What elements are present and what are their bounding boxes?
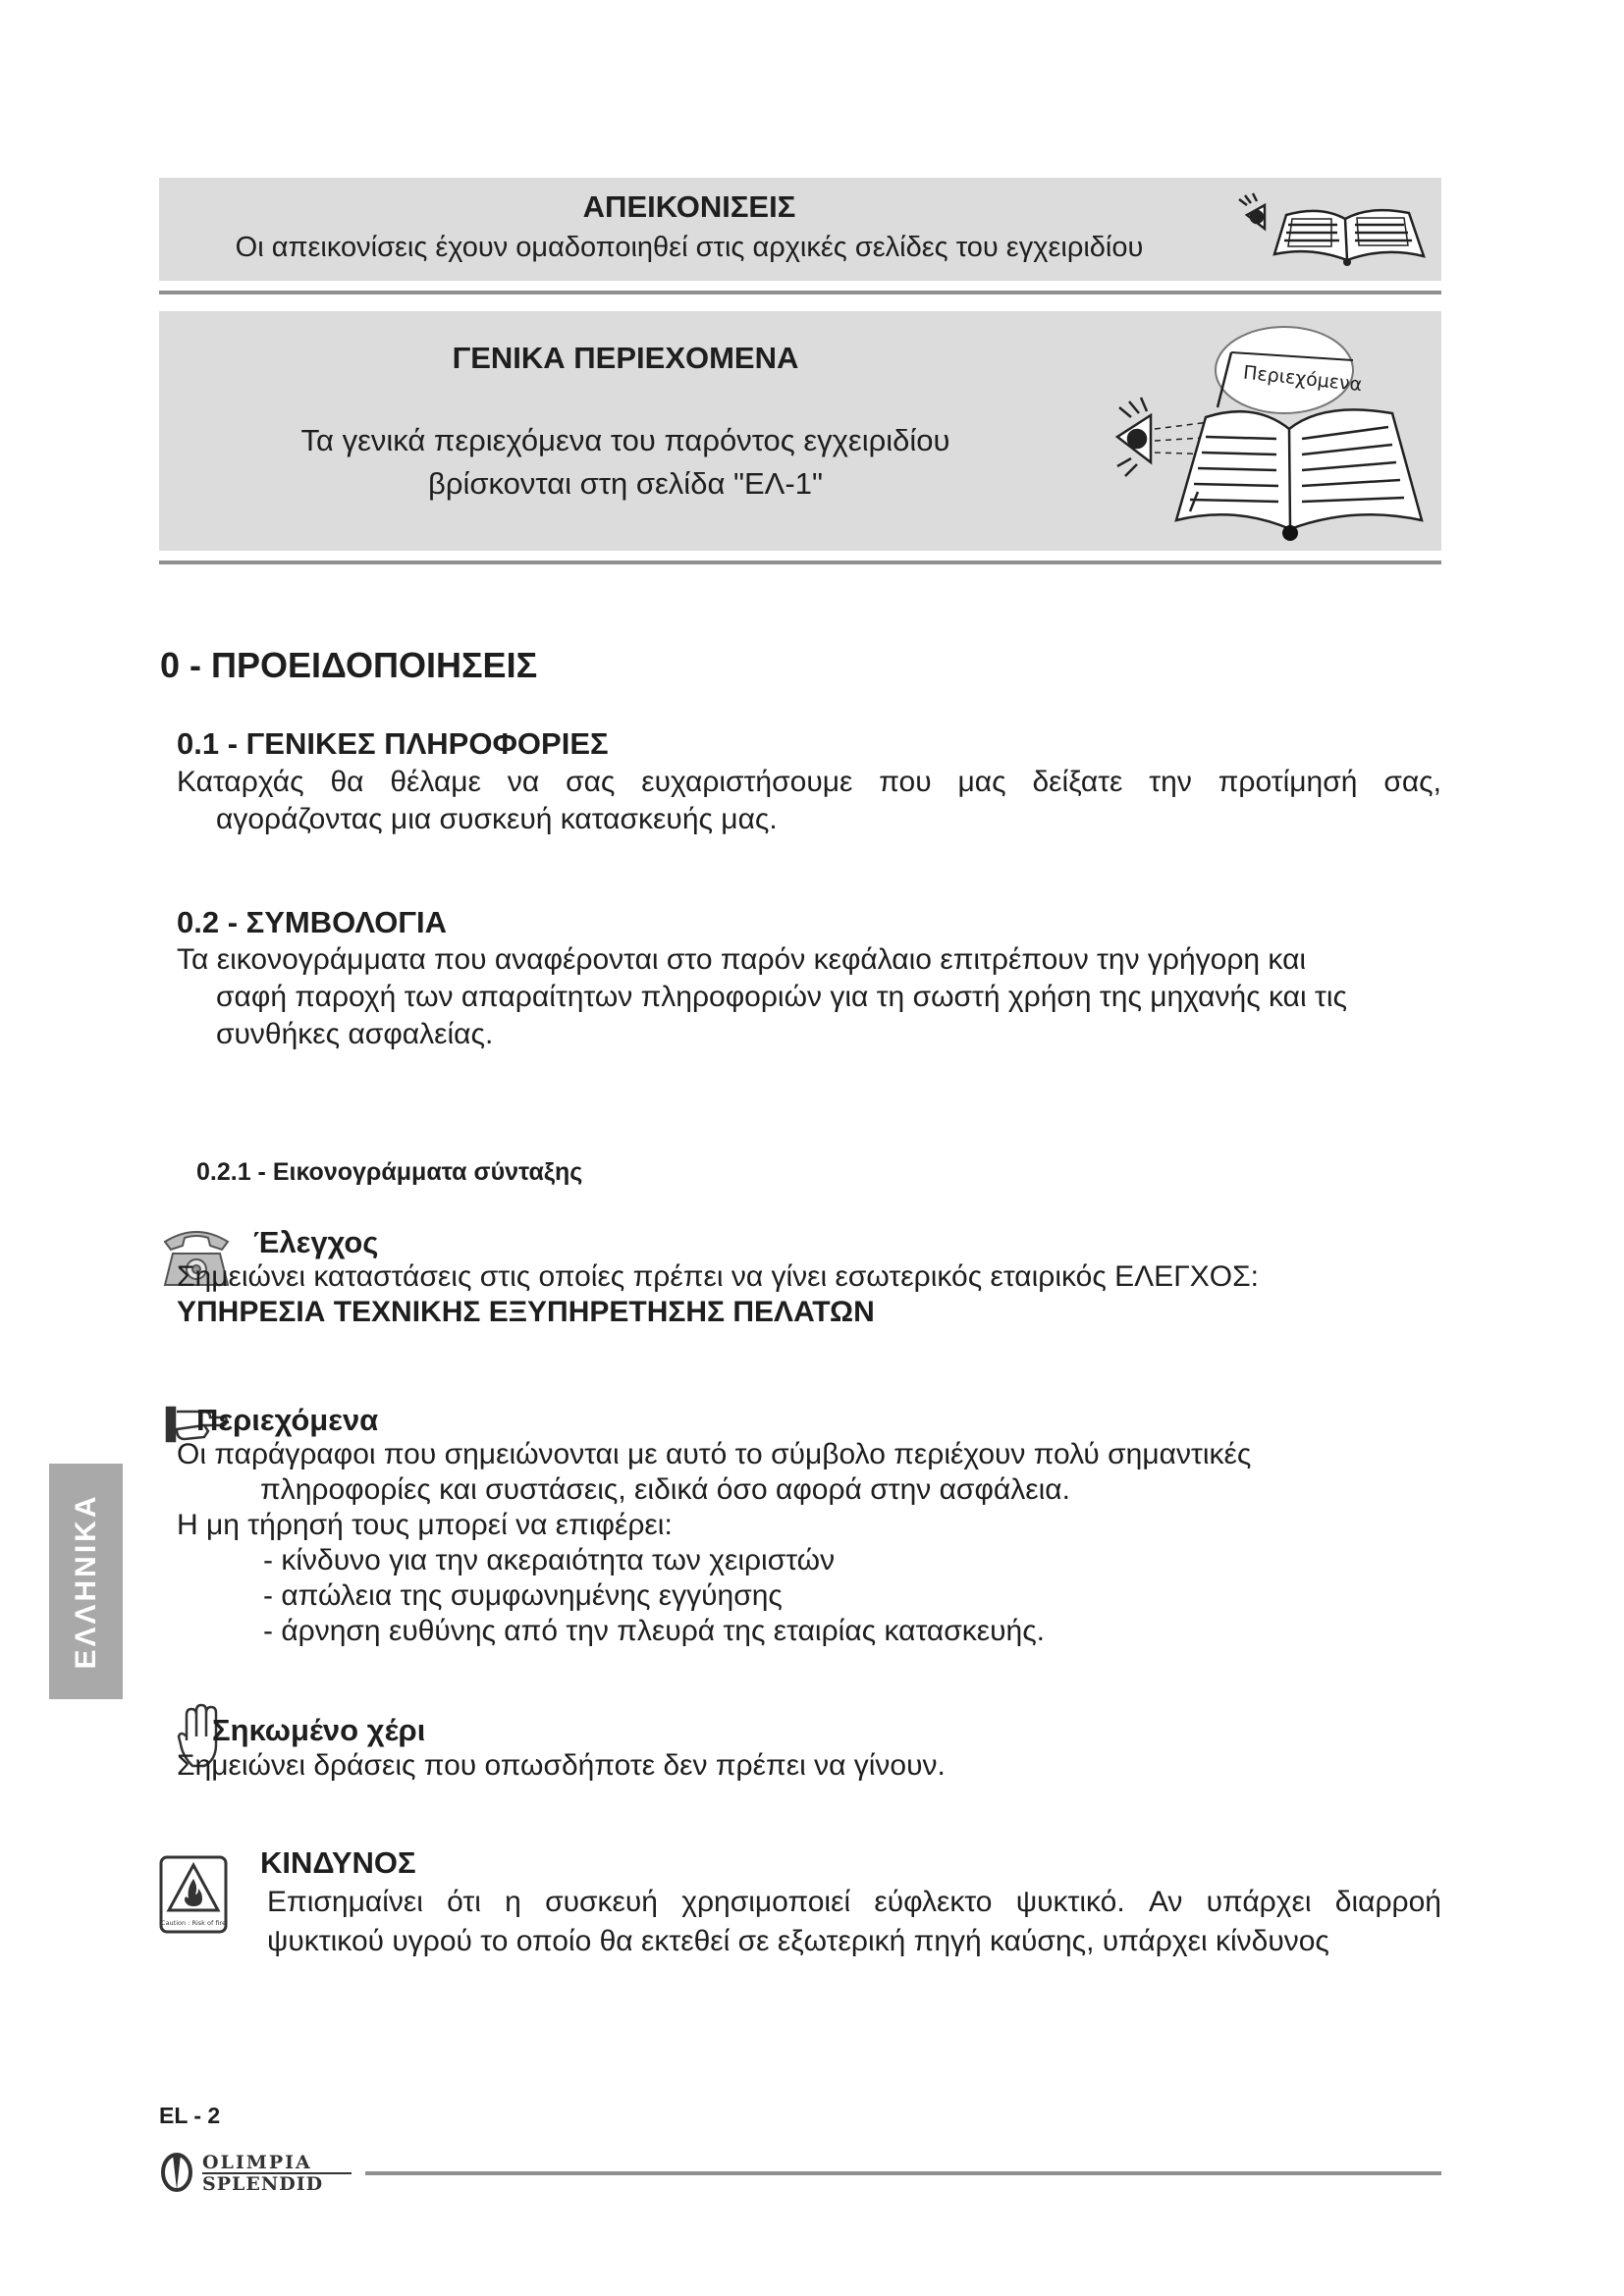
contents-text-line1: Οι παράγραφοι που σημειώνονται με αυτό το σύμβολο περιέχουν πολύ σημαντικές xyxy=(177,1438,1252,1470)
olimpia-splendid-logo xyxy=(155,2145,366,2196)
symbology-line2: σαφή παροχή των απαραίτητων πληροφοριών για τη σωστή χρήση της μηχανής και τις xyxy=(216,981,1347,1013)
word: σας, xyxy=(1383,766,1441,798)
footer-rule xyxy=(365,2171,1441,2175)
general-info-paragraph xyxy=(177,764,1441,838)
contents-bullet: - απώλεια της συμφωνημένης εγγύησης xyxy=(263,1579,783,1612)
word: Καταρχάς xyxy=(177,766,304,798)
word: συσκευή xyxy=(545,1886,658,1918)
contents-bullet: - άρνηση ευθύνης από την πλευρά της εταιρίας κατασκευής. xyxy=(263,1615,1045,1647)
symbology-line1: Τα εικονογράμματα που αναφέρονται στο παρόν κεφάλαιο επιτρέπουν την γρήγορη και xyxy=(177,943,1307,976)
general-contents-title: ΓΕΝΙΚΑ ΠΕΡΙΕΧΟΜΕΝΑ xyxy=(452,341,799,375)
word: μας xyxy=(957,766,1006,798)
control-title: Έλεγχος xyxy=(253,1225,379,1259)
symbology-line3: συνθήκες ασφαλείας. xyxy=(216,1018,494,1050)
illustrations-text: Οι απεικονίσεις έχουν ομαδοποιηθεί στις αρχικές σελίδες του εγχειριδίου xyxy=(235,232,1144,263)
illustrations-banner xyxy=(159,178,1441,281)
word: υπάρχει xyxy=(1206,1886,1312,1918)
contents-bullet: - κίνδυνο για την ακεραιότητα των χειριστών xyxy=(263,1544,836,1576)
general-contents-page-ref: βρίσκονται στη σελίδα "ΕΛ-1" xyxy=(428,466,823,501)
divider xyxy=(159,561,1441,564)
language-side-tab xyxy=(49,1464,123,1699)
divider xyxy=(159,291,1441,294)
word: θέλαμε xyxy=(390,766,481,798)
illustrations-title: ΑΠΕΙΚΟΝΙΣΕΙΣ xyxy=(582,189,796,224)
general-contents-banner xyxy=(159,311,1441,551)
fire-warning-icon xyxy=(159,1855,228,1934)
word: που xyxy=(879,766,932,798)
book-label: Περιεχόμενα xyxy=(1242,361,1364,397)
symbology-heading: 0.2 - ΣΥΜΒΟΛΟΓΙΑ xyxy=(177,905,448,939)
word: την xyxy=(1149,766,1192,798)
word: η xyxy=(505,1886,521,1918)
eye-open-book-icon xyxy=(1218,186,1434,274)
word: χρησιμοποιεί xyxy=(681,1886,851,1918)
raised-hand-text: Σημειώνει δράσεις που οπωσδήποτε δεν πρέπει να γίνουν. xyxy=(177,1749,946,1782)
svg-text:SPLENDID: SPLENDID xyxy=(202,2173,324,2195)
word: δείξατε xyxy=(1032,766,1123,798)
contents-book-icon xyxy=(1108,319,1432,545)
general-info-line2: αγοράζοντας μια συσκευή κατασκευής μας. xyxy=(216,803,778,835)
raised-hand-title: Σηκωμένο χέρι xyxy=(212,1713,426,1747)
word: Επισημαίνει xyxy=(267,1886,423,1918)
word: θα xyxy=(330,766,364,798)
general-info-heading: 0.1 - ΓΕΝΙΚΕΣ ΠΛΗΡΟΦΟΡΙΕΣ xyxy=(177,726,609,761)
contents-text-line3: Η μη τήρησή τους μπορεί να επιφέρει: xyxy=(177,1509,673,1541)
fire-warning-caption: Caution : Risk of fire xyxy=(161,1919,226,1927)
contents-title: Περιεχόμενα xyxy=(196,1403,379,1437)
contents-text-line2: πληροφορίες και συστάσεις, ειδικά όσο αφορά στην ασφάλεια. xyxy=(260,1473,1070,1506)
word: σας xyxy=(566,766,616,798)
symbology-paragraph xyxy=(177,941,1453,1053)
word: ψυκτικό. xyxy=(1015,1886,1125,1918)
editorial-icons-heading: 0.2.1 - Εικονογράμματα σύνταξης xyxy=(196,1158,583,1186)
svg-text:OLIMPIA: OLIMPIA xyxy=(202,2152,312,2173)
word: διαρροή xyxy=(1334,1886,1441,1918)
word: ότι xyxy=(447,1886,481,1918)
language-tab-label: ΕΛΛΗΝΙΚΑ xyxy=(69,1493,102,1670)
danger-text-line1 xyxy=(267,1883,1441,1922)
word: ευχαριστήσουμε xyxy=(641,766,853,798)
danger-text xyxy=(267,1883,1441,1961)
word: Αν xyxy=(1148,1886,1183,1918)
general-contents-text: Τα γενικά περιεχόμενα του παρόντος εγχειριδίου xyxy=(300,423,950,457)
customer-service-text: ΥΠΗΡΕΣΙΑ ΤΕΧΝΙΚΗΣ ΕΞΥΠΗΡΕΤΗΣΗΣ ΠΕΛΑΤΩΝ xyxy=(177,1296,875,1328)
general-info-line1 xyxy=(177,764,1441,801)
danger-title: ΚΙΝΔΥΝΟΣ xyxy=(260,1845,416,1880)
section-title: 0 - ΠΡΟΕΙΔΟΠΟΙΗΣΕΙΣ xyxy=(160,645,538,685)
word: να xyxy=(507,766,540,798)
danger-text-line2: ψυκτικού υγρού το οποίο θα εκτεθεί σε εξωτερική πηγή καύσης, υπάρχει κίνδυνος xyxy=(267,1925,1329,1957)
page-number: EL - 2 xyxy=(159,2103,221,2128)
word: προτίμησή xyxy=(1218,766,1358,798)
control-text: Σημειώνει καταστάσεις στις οποίες πρέπει να γίνει εσωτερικός εταιρικός ΕΛΕΓΧΟΣ: xyxy=(177,1260,1259,1293)
word: εύφλεκτο xyxy=(874,1886,993,1918)
